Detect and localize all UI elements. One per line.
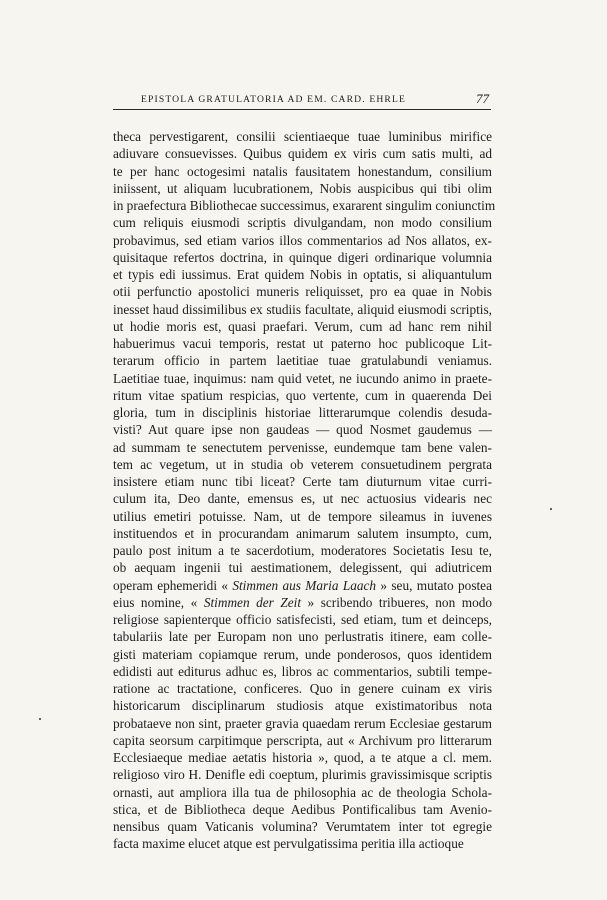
text-line: ad summam te senectutem pervenisse, eundemque tam bene valen- [113, 439, 492, 455]
text-line: tem ac vegetum, ut in studia ob veterem consuetudinem pergrata [113, 456, 492, 472]
text-line: insistere etiam nunc tibi liceat? Certe tam diuturnum vitae curri- [113, 474, 492, 489]
text-line: instituendos et in procurandam animarum salutem insumpto, cum, [113, 525, 492, 541]
header-rule [113, 109, 491, 110]
margin-speck [550, 508, 552, 510]
text-line: ornasti, aut ampliora illa tua de philosophia ac de theologia Schola- [113, 784, 492, 800]
text-line: facta maxime elucet atque est pervulgatissima peritia illa actioque [113, 836, 464, 852]
text-line: iniissent, ut aliquam lucubrationem, Nobis auspicibus qui tibi olim [113, 180, 492, 196]
text-line: gloria, tum in disciplinis historiae litterarumque colendis desuda- [113, 405, 492, 420]
text-line: ritum vitae spatium respicias, quo vertente, cum in quaerenda Dei [113, 387, 492, 403]
periodical-title: Stimmen der Zeit [203, 594, 302, 610]
text-line: theca pervestigarent, consilii scientiaeque tuae luminibus mirifice [113, 129, 492, 144]
text-line: visti? Aut quare ipse non gaudeas — quod Nosmet gaudemus — [113, 422, 492, 438]
text-line: paulo post initum a te sacerdotium, moderatores Societatis Iesu te, [113, 543, 492, 558]
text-line: ratione ac tractatione, conficeres. Quo in genere cuinam ex viris [113, 681, 492, 696]
page-number: 77 [476, 91, 489, 106]
text-line [113, 594, 492, 611]
text-line: edidisti aut editurus adhuc es, libros ac commentarios, subtili tempe- [113, 663, 492, 679]
running-header [113, 92, 491, 112]
text-line: habuerimus vacui temporis, restat ut paterno hoc publicoque Lit- [113, 336, 492, 351]
text-run: » scribendo tribueres, non modo [301, 594, 493, 610]
margin-speck [39, 718, 41, 720]
text-line: probavimus, sed etiam varios illos commentarios ad Nos allatos, ex- [113, 232, 492, 248]
text-run: » seu, mutato postea [376, 577, 492, 593]
text-line: adiuvare consuevisses. Quibus quidem ex viris cum satis multi, ad [113, 146, 492, 162]
text-line: capita seorsum carpitimque perscripta, aut « Archivum pro litterarum [113, 732, 492, 748]
text-line: religioso viro H. Denifle edi coeptum, plurimis gravissimisque scriptis [113, 767, 492, 783]
body-text [113, 128, 496, 853]
text-line: gisti materiam copiamque rerum, unde ponderosos, quos identidem [113, 646, 492, 662]
text-line: cum reliquis eiusmodi scriptis divulgandam, non modo consilium [113, 215, 492, 231]
text-line [113, 577, 492, 594]
text-line: in praefectura Bibliothecae successimus, exararent singulim coniunctim [113, 198, 496, 213]
text-line: tabulariis late per Europam non uno perlustratis itinere, eam colle- [113, 629, 492, 645]
text-line: Ecclesiaeque mediae aetatis historia », quod, a te atque a cl. mem. [113, 750, 492, 765]
text-line: Laetitiae tuae, inquimus: nam quid vetet, ne iucundo animo in praete- [113, 370, 492, 386]
text-line: religiose sapienterque officio satisfecisti, sed etiam, tum et deinceps, [113, 612, 492, 627]
text-line: culum ita, Deo dante, emensus es, ut nec actuosius videaris nec [113, 491, 492, 507]
text-line: utilius emetiri potuisse. Nam, ut de tempore sileamus in iuvenes [113, 508, 492, 524]
text-line: nensibus quam Vaticanis volumina? Verumtatem inter tot egregie [113, 819, 492, 834]
text-line: stica, et de Bibliotheca deque Aedibus Pontificalibus tam Avenio- [113, 801, 492, 817]
text-line: probataeve non sint, praeter gravia quaedam rerum Ecclesiae gestarum [113, 715, 492, 731]
periodical-title: Stimmen aus Maria Laach [232, 577, 377, 593]
text-line: inesset haud dissimilibus ex studiis facultate, aliquid eiusmodi scriptis, [113, 301, 492, 317]
text-run: operam ephemeridi « [113, 577, 233, 593]
text-line: te per hanc octogesimi natalis fausitatem honestandum, consilium [113, 163, 492, 179]
text-line: otii perfunctio apostolici muneris reliquisset, pro ea quae in Nobis [113, 284, 492, 300]
text-line: ut hodie moris est, quasi praefari. Verum, cum ad hanc rem nihil [113, 318, 492, 334]
text-line: terarum officio in partem laetitiae tuae gratulabundi veniamus. [113, 353, 492, 369]
text-run: eius nomine, « [113, 594, 204, 610]
text-line: quisitaque refertos doctrina, in quinque digeri ordinarique volumnia [113, 249, 492, 265]
running-title: EPISTOLA GRATULATORIA AD EM. CARD. EHRLE [141, 94, 406, 105]
text-line: et typis edi iussimus. Erat quidem Nobis in optatis, si aliquantulum [113, 267, 492, 282]
text-line: historicarum disciplinarum studiosis atque existimatoribus nota [113, 698, 492, 714]
text-line: ob aequam ingenii tui aestimationem, delegissent, qui adiutricem [113, 560, 492, 576]
